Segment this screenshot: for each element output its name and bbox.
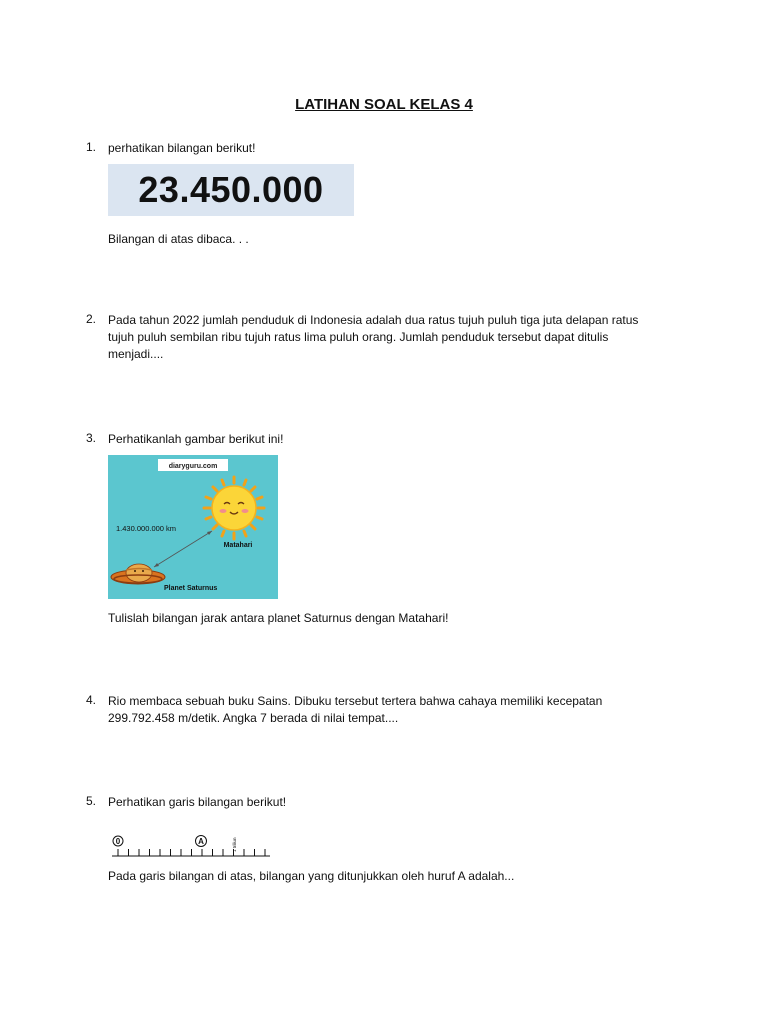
q1-text: perhatikan bilangan berikut! [108,141,256,155]
q2-line: menjadi.... [108,347,164,361]
planet-label: Planet Saturnus [164,585,218,592]
q5-after-text: Pada garis bilangan di atas, bilangan yang ditunjukkan oleh huruf A adalah... [108,869,515,883]
saturn-sun-picture [108,455,278,599]
sun-label: Matahari [223,542,253,549]
q1-after-text: Bilangan di atas dibaca. . . [108,232,249,246]
distance-label: 1.430.000.000 km [116,524,177,533]
q3-number: 3. [86,431,97,445]
point-a-label: A [198,837,204,846]
page-title: LATIHAN SOAL KELAS 4 [295,96,473,113]
sun-icon [204,477,264,539]
q4-line: 299.792.458 m/detik. Angka 7 berada di nilai tempat.... [108,711,399,725]
q2-line: Pada tahun 2022 jumlah penduduk di Indonesia adalah dua ratus tujuh puluh tiga juta delapan ratus [108,313,639,327]
q4-text [108,693,708,727]
end-label: 1 triliun [232,837,237,852]
zero-label: 0 [115,837,121,846]
q1-big-number: 23.450.000 [138,169,324,210]
q3-text: Perhatikanlah gambar berikut ini! [108,432,284,446]
q2-text [108,312,708,363]
q5-text: Perhatikan garis bilangan berikut! [108,795,287,809]
watermark-text: diaryguru.com [168,463,218,470]
q5-number: 5. [86,794,97,808]
q1-number: 1. [86,140,97,154]
q1-number-box [108,164,354,216]
q4-line: Rio membaca sebuah buku Sains. Dibuku tersebut tertera bahwa cahaya memiliki kecepatan [108,694,603,708]
q4-number: 4. [86,693,97,707]
q3-after-text: Tulislah bilangan jarak antara planet Saturnus dengan Matahari! [108,611,449,625]
q2-line: tujuh puluh sembilan ribu tujuh ratus lima puluh orang. Jumlah penduduk tersebut dapat ditulis [108,330,609,344]
number-line-ticks [118,849,265,856]
q2-number: 2. [86,312,97,326]
number-line [108,822,278,862]
